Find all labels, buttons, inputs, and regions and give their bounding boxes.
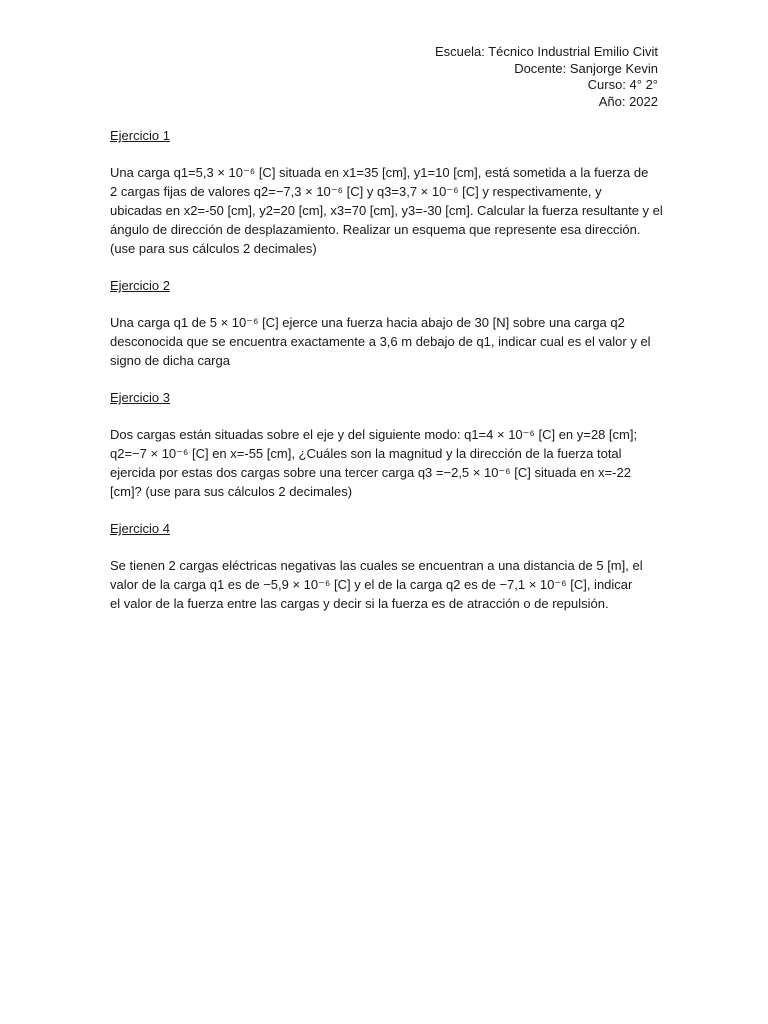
exercise-heading: Ejercicio 3 (110, 390, 170, 405)
school-name: Escuela: Técnico Industrial Emilio Civit (434, 44, 658, 59)
exercise-4 (110, 519, 662, 613)
text-line: (use para sus cálculos 2 decimales) (110, 241, 317, 256)
text-line: valor de la carga q1 es de −5,9 × 10⁻⁶ [C] y el de la carga q2 es de −7,1 × 10⁻⁶ [C], indicar (110, 577, 633, 592)
text-line: Una carga q1=5,3 × 10⁻⁶ [C] situada en x1=35 [cm], y1=10 [cm], está sometida a la fuerza de (110, 165, 649, 180)
year-label: Año: 2022 (598, 93, 658, 109)
course-label: Curso: 4° 2° (587, 77, 658, 92)
text-line: desconocida que se encuentra exactamente a 3,6 m debajo de q1, indicar cual es el valor y el (110, 334, 651, 349)
text-line: ángulo de dirección de desplazamiento. Realizar un esquema que represente esa dirección. (110, 222, 641, 237)
document-header (435, 44, 658, 110)
exercise-text (110, 163, 662, 258)
text-line: Se tienen 2 cargas eléctricas negativas las cuales se encuentran a una distancia de 5 [m], el (110, 558, 643, 573)
text-line: Una carga q1 de 5 × 10⁻⁶ [C] ejerce una fuerza hacia abajo de 30 [N] sobre una carga q2 (110, 315, 625, 330)
text-line: el valor de la fuerza entre las cargas y decir si la fuerza es de atracción o de repulsión. (110, 596, 609, 611)
exercise-heading: Ejercicio 1 (110, 128, 170, 143)
exercise-1 (110, 126, 662, 258)
text-line: signo de dicha carga (110, 353, 230, 368)
text-line: [cm]? (use para sus cálculos 2 decimales) (110, 484, 353, 499)
exercise-2 (110, 276, 662, 370)
exercise-3 (110, 388, 662, 501)
teacher-name: Docente: Sanjorge Kevin (514, 60, 658, 76)
exercise-text (110, 425, 662, 501)
text-line: Dos cargas están situadas sobre el eje y del siguiente modo: q1=4 × 10⁻⁶ [C] en y=28 [cm]; (110, 427, 638, 442)
exercise-list (110, 126, 662, 631)
exercise-text (110, 556, 662, 613)
exercise-heading: Ejercicio 2 (110, 278, 170, 293)
text-line: ejercida por estas dos cargas sobre una tercer carga q3 =−2,5 × 10⁻⁶ [C] situada en x=-22 (110, 465, 631, 480)
exercise-text (110, 313, 662, 370)
exercise-heading: Ejercicio 4 (110, 521, 170, 536)
text-line: q2=−7 × 10⁻⁶ [C] en x=-55 [cm], ¿Cuáles son la magnitud y la dirección de la fuerza total (110, 446, 622, 461)
text-line: ubicadas en x2=-50 [cm], y2=20 [cm], x3=70 [cm], y3=-30 [cm]. Calcular la fuerza resultante y el (110, 203, 663, 218)
text-line: 2 cargas fijas de valores q2=−7,3 × 10⁻⁶ [C] y q3=3,7 × 10⁻⁶ [C] y respectivamente, y (110, 184, 602, 199)
